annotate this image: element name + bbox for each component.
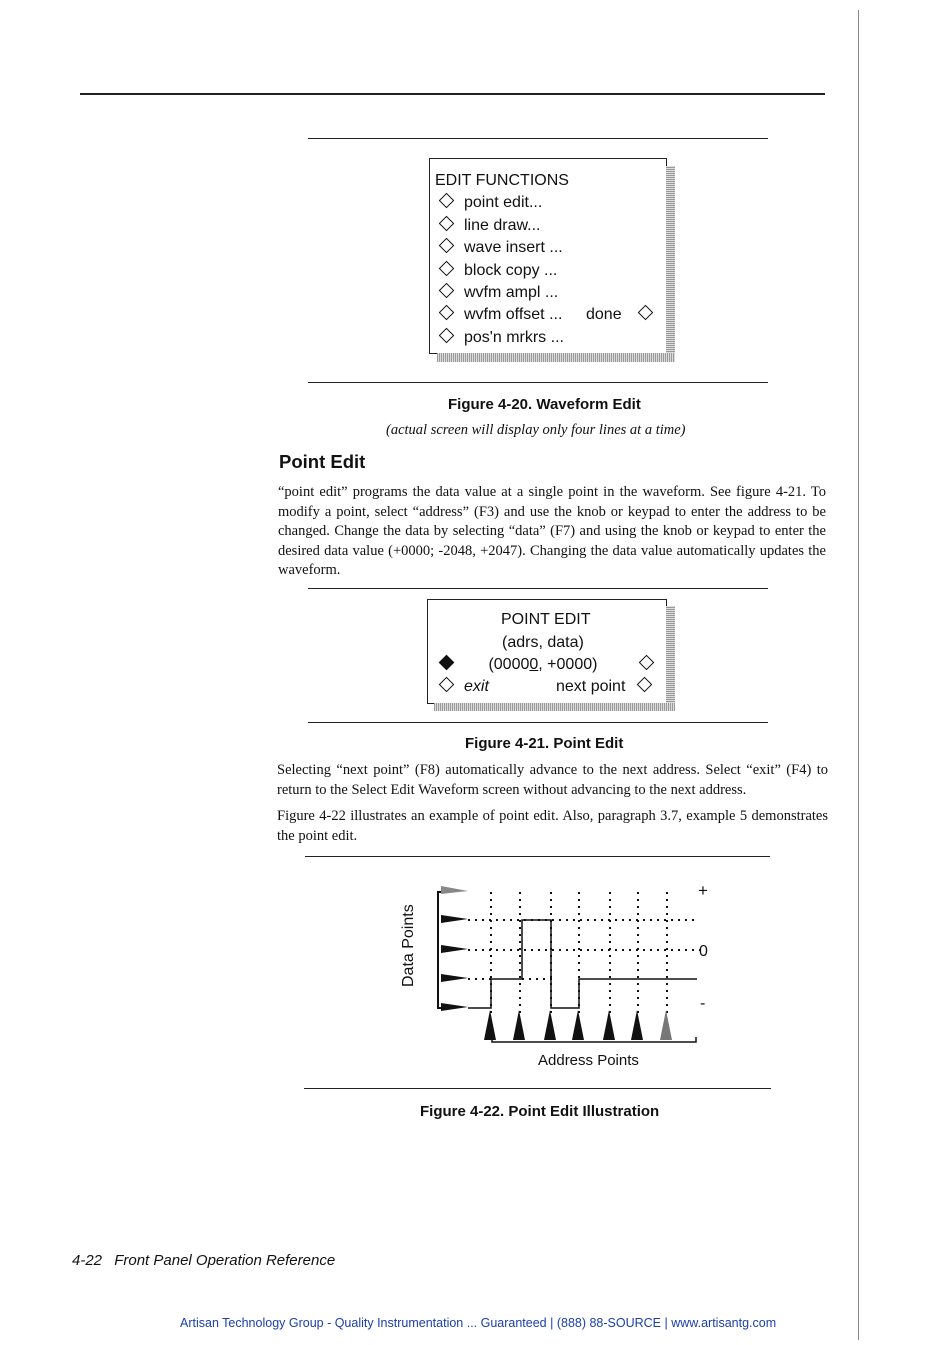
- zero-label: 0: [699, 943, 708, 960]
- menu-item-done[interactable]: done: [586, 306, 651, 324]
- fig420-bottom-rule: [308, 382, 768, 383]
- fig422-bottom-rule: [304, 1088, 771, 1089]
- diamond-icon: [439, 283, 455, 299]
- minus-label: -: [700, 995, 706, 1012]
- dotted-grid: [468, 892, 700, 1014]
- page-top-rule: [80, 93, 825, 95]
- address-arrow: [660, 1010, 672, 1040]
- address-arrow: [544, 1010, 556, 1040]
- next-point-paragraph: [277, 761, 828, 800]
- data-arrow: [441, 915, 468, 923]
- y-axis-label: Data Points: [400, 904, 417, 987]
- figure-4-21-caption: Figure 4-21. Point Edit: [465, 735, 624, 752]
- diamond-icon: [439, 261, 455, 277]
- diamond-icon: [637, 677, 653, 693]
- vendor-banner[interactable]: Artisan Technology Group - Quality Instrumentation ... Guaranteed | (888) 88-SOURCE | www.artisantg.com: [180, 1316, 777, 1330]
- address-arrow: [513, 1010, 525, 1040]
- data-diamond[interactable]: [641, 656, 652, 674]
- address-data-value-row[interactable]: [441, 656, 597, 674]
- figure-4-20-note: (actual screen will display only four lines at a time): [386, 422, 686, 438]
- diamond-icon: [639, 655, 655, 671]
- menu-item-block-copy[interactable]: block copy ...: [441, 262, 557, 280]
- point-edit-paragraph: [278, 483, 826, 581]
- edit-functions-title: EDIT FUNCTIONS: [435, 172, 569, 189]
- fig421-top-rule: [308, 588, 768, 589]
- menu-item-wave-insert[interactable]: wave insert ...: [441, 239, 563, 257]
- diamond-icon: [439, 193, 455, 209]
- menu-item-wvfm-offset[interactable]: wvfm offset ...: [441, 306, 562, 324]
- next-point-option[interactable]: next point: [556, 678, 650, 696]
- point-edit-illustration: [370, 870, 730, 1070]
- diamond-icon: [439, 677, 455, 693]
- diamond-icon: [439, 305, 455, 321]
- figure-4-22-caption: Figure 4-22. Point Edit Illustration: [420, 1103, 660, 1120]
- paragraph-text: Selecting “next point” (F8) automatically advance to the next address. Select “exit” (F4) to return to the Select Edit Waveform screen without advancing to the next address.: [277, 762, 828, 798]
- data-arrow: [441, 945, 468, 953]
- screen-shadow: [666, 166, 675, 362]
- data-point-arrows: [441, 886, 468, 1011]
- diamond-icon: [439, 238, 455, 254]
- x-axis-label: Address Points: [538, 1052, 639, 1069]
- page-footer: [72, 1252, 335, 1269]
- page-number: 4-22: [72, 1252, 103, 1269]
- address-arrow: [603, 1010, 615, 1040]
- data-arrow: [441, 886, 468, 894]
- menu-item-line-draw[interactable]: line draw...: [441, 217, 540, 235]
- diamond-icon: [439, 328, 455, 344]
- paragraph-text: “point edit” programs the data value at a single point in the waveform. See figure 4-21. To modify a point, select “address” (F3) and use the knob or keypad to enter the address to be changed. Change the data by selecting “data” (F7) and using the knob or keypad to enter the desired data value (+0000; -2048, +2047). Changing the data value automatically updates the waveform.: [278, 484, 826, 578]
- screen-shadow: [666, 606, 675, 710]
- data-arrow: [441, 974, 468, 982]
- page-section-title: Front Panel Operation Reference: [114, 1252, 336, 1269]
- screen-shadow: [434, 703, 675, 711]
- diamond-icon: [439, 216, 455, 232]
- data-arrow: [441, 1003, 468, 1011]
- screen-shadow: [437, 353, 675, 362]
- selected-diamond-icon: [439, 655, 455, 671]
- data-value[interactable]: , +0000): [538, 656, 598, 673]
- address-arrow: [572, 1010, 584, 1040]
- address-arrow: [484, 1010, 496, 1040]
- diamond-icon: [637, 305, 653, 321]
- scan-edge-line: [858, 10, 859, 1340]
- fig421-bottom-rule: [308, 722, 768, 723]
- address-arrow: [631, 1010, 643, 1040]
- exit-option[interactable]: exit: [441, 678, 489, 696]
- fig420-top-rule: [308, 138, 768, 139]
- menu-item-point-edit[interactable]: point edit...: [441, 194, 542, 212]
- illustration-paragraph: [277, 807, 828, 846]
- address-value[interactable]: (0000: [488, 656, 530, 673]
- address-point-arrows: [484, 1010, 672, 1040]
- waveform-trace: [468, 920, 697, 1008]
- fig422-top-rule: [305, 856, 770, 857]
- section-heading: Point Edit: [279, 451, 366, 472]
- plus-label: +: [698, 881, 708, 900]
- cursor-digit: 0: [529, 656, 539, 673]
- point-edit-subtitle: (adrs, data): [502, 634, 584, 651]
- paragraph-text: Figure 4-22 illustrates an example of point edit. Also, paragraph 3.7, example 5 demonstrates the point edit.: [277, 808, 828, 844]
- menu-item-wvfm-ampl[interactable]: wvfm ampl ...: [441, 284, 558, 302]
- menu-item-posn-mrkrs[interactable]: pos'n mrkrs ...: [441, 329, 564, 347]
- figure-4-20-caption: Figure 4-20. Waveform Edit: [448, 396, 641, 413]
- point-edit-title: POINT EDIT: [501, 611, 591, 628]
